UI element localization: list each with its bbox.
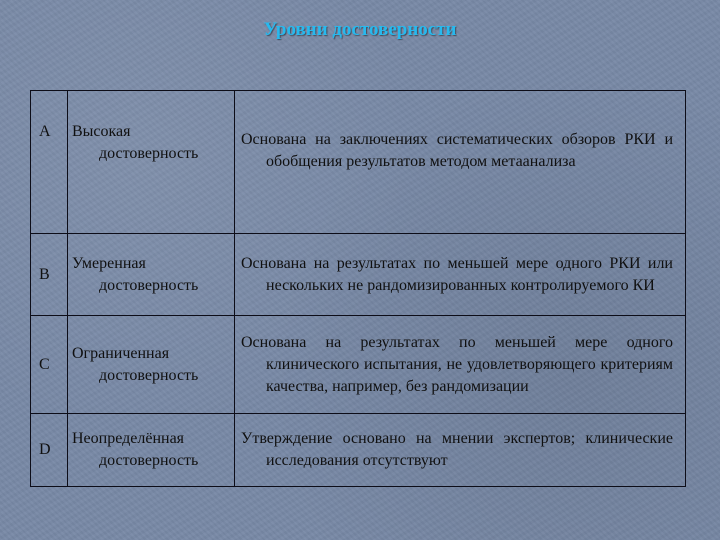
level-name: Умеренная достоверность (72, 254, 199, 294)
letter-cell (31, 234, 68, 316)
level-description: Основана на заключениях систематических обзоров РКИ и обобщения результатов методом метаанализа (241, 131, 673, 170)
evidence-levels-table (30, 90, 686, 487)
description-cell (235, 316, 686, 414)
table-row-c (31, 316, 686, 414)
letter-cell (31, 414, 68, 487)
page-title: Уровни достоверности (263, 19, 457, 40)
level-name: Ограниченная достоверность (72, 344, 199, 384)
description-cell (235, 234, 686, 316)
level-cell (68, 414, 235, 487)
level-cell (68, 91, 235, 234)
table-row-a (31, 91, 686, 234)
letter-cell (31, 316, 68, 414)
level-letter: A (39, 123, 51, 140)
level-letter: B (39, 265, 50, 283)
level-cell (68, 234, 235, 316)
letter-cell (31, 91, 68, 234)
description-cell (235, 414, 686, 487)
level-letter: D (39, 441, 51, 458)
table-row-d (31, 414, 686, 487)
level-description: Основана на результатах по меньшей мере одного РКИ или нескольких не рандомизированных контролируемого КИ (241, 254, 673, 294)
level-name: Высокая достоверность (72, 123, 199, 162)
level-name: Неопределённая достоверность (72, 430, 199, 469)
description-cell (235, 91, 686, 234)
level-cell (68, 316, 235, 414)
table-row-b (31, 234, 686, 316)
level-description: Утверждение основано на мнении экспертов; клинические исследования отсутствуют (241, 430, 673, 469)
level-description: Основана на результатах по меньшей мере одного клинического испытания, не удовлетворяющего критериям качества, например, без рандомизации (241, 333, 673, 395)
level-letter: C (39, 355, 50, 373)
